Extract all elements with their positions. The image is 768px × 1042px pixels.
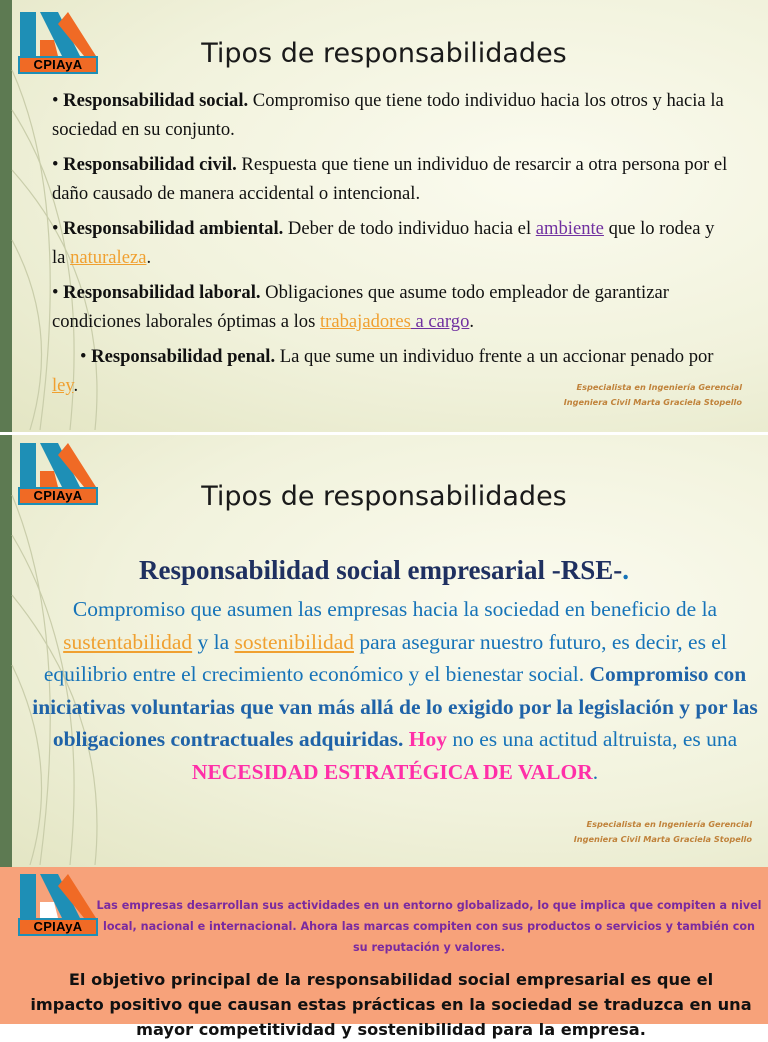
- bullet: •: [52, 154, 59, 175]
- link-ambiente[interactable]: ambiente: [535, 218, 604, 239]
- bullet: •: [52, 282, 59, 303]
- slide-2: [0, 435, 768, 867]
- signature-line-2: Ingeniera Civil Marta Graciela Stopello: [563, 397, 742, 407]
- responsibility-list: [52, 86, 732, 406]
- description: .: [469, 311, 475, 332]
- link-ley[interactable]: ley: [52, 375, 74, 396]
- link-trabajadores[interactable]: trabajadores: [320, 311, 411, 332]
- description: Respuesta que tiene un individuo de resarcir a otra persona por el daño causado de manera accidental o intencional.: [52, 154, 728, 204]
- term: Responsabilidad ambiental.: [63, 218, 284, 239]
- list-item-ambiental: [52, 214, 732, 272]
- body-text: y la: [192, 629, 235, 654]
- logo: [18, 872, 98, 936]
- slide-1: [0, 0, 768, 432]
- intro-paragraph: Las empresas desarrollan sus actividades en un entorno globalizado, lo que implica que compiten a nivel local, nacional e internacional. Ahora las marcas compiten con sus productos o servicios y también con su reputación y valores.: [96, 899, 762, 954]
- description: Deber de todo individuo hacia el: [283, 218, 536, 239]
- pink-word: Hoy: [408, 727, 448, 751]
- link-sustentabilidad[interactable]: sustentabilidad: [63, 629, 193, 654]
- description: .: [146, 247, 152, 268]
- link-naturaleza[interactable]: naturaleza: [70, 247, 147, 268]
- signature-line-2: Ingeniera Civil Marta Graciela Stopello: [573, 834, 752, 844]
- term: Responsabilidad social.: [63, 90, 249, 111]
- page-title: Tipos de responsabilidades: [201, 481, 567, 512]
- description: La que sume un individuo frente a un accionar penado por: [275, 346, 714, 367]
- signature-line-1: Especialista en Ingeniería Gerencial: [576, 382, 742, 392]
- logo-text: CPIAyA: [18, 487, 98, 505]
- end-dot: .: [592, 759, 599, 784]
- list-item-laboral: [52, 278, 732, 336]
- body-text: Compromiso que asumen las empresas hacia la sociedad en beneficio de la: [72, 597, 718, 621]
- signature: [574, 817, 752, 847]
- signature-line-1: Especialista en Ingeniería Gerencial: [586, 819, 752, 829]
- pink-caps: NECESIDAD ESTRATÉGICA DE VALOR: [191, 759, 593, 784]
- bullet: •: [80, 346, 87, 367]
- logo-text: CPIAyA: [18, 918, 98, 936]
- description: Obligaciones que asume todo empleador de garantizar condiciones laborales óptimas a los: [52, 282, 669, 332]
- description: .: [73, 375, 79, 396]
- description: Compromiso que tiene todo individuo hacia los otros y hacia la sociedad en su conjunto.: [52, 90, 724, 140]
- bullet: •: [52, 90, 59, 111]
- description: que lo rodea y la: [52, 218, 715, 268]
- body-text: no es una actitud altruista, es una: [447, 727, 738, 751]
- rse-heading: [0, 555, 768, 586]
- list-item-social: [52, 86, 732, 144]
- bold-statement: Compromiso con iniciativas voluntarias que van más allá de lo exigido por la legislación y por las obligaciones contractuales adquiridas.: [32, 662, 758, 751]
- link-sostenibilidad[interactable]: sostenibilidad: [234, 629, 354, 654]
- rse-body: [32, 593, 758, 788]
- signature: [564, 380, 742, 410]
- logo-text: CPIAyA: [18, 56, 98, 74]
- main-paragraph: El objetivo principal de la responsabilidad social empresarial es que el impacto positivo que causan estas prácticas en la sociedad se traduzca en una mayor competitividad y sostenibilidad para la empresa.: [30, 970, 752, 1039]
- list-item-civil: [52, 150, 732, 208]
- rse-heading-text: Responsabilidad social empresarial -RSE-: [138, 555, 623, 585]
- link-a-cargo[interactable]: a cargo: [410, 311, 470, 332]
- body-text: para asegurar nuestro futuro, es decir, es el equilibrio entre el crecimiento económico y el bienestar social.: [43, 629, 727, 686]
- logo-icon: [18, 872, 98, 920]
- term: Responsabilidad laboral.: [63, 282, 261, 303]
- bullet: •: [52, 218, 59, 239]
- term: Responsabilidad penal.: [91, 346, 276, 367]
- page-title: Tipos de responsabilidades: [201, 38, 567, 69]
- term: Responsabilidad civil.: [63, 154, 237, 175]
- slide-3: [0, 867, 768, 1039]
- rse-heading-dot: .: [622, 555, 630, 585]
